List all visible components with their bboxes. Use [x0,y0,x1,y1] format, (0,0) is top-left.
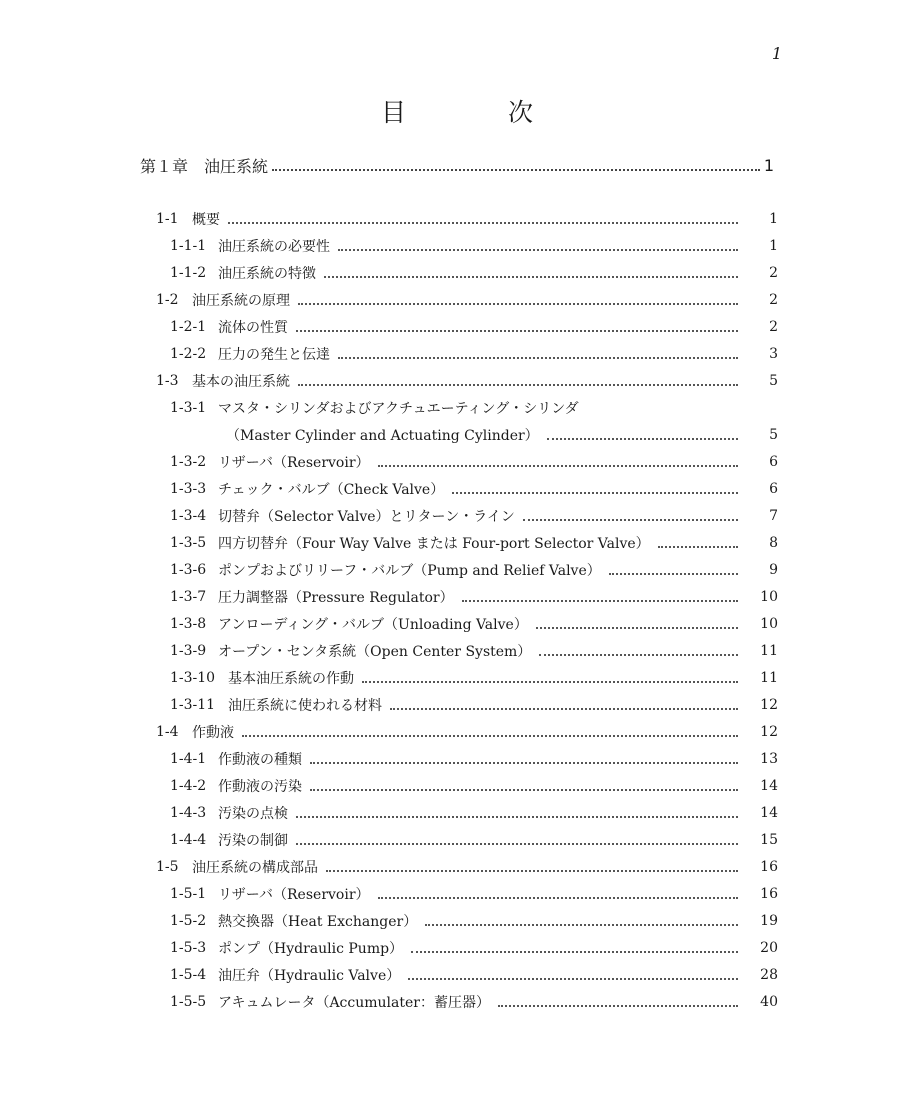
leader-dots [378,465,738,467]
toc-entry[interactable] [170,583,778,610]
toc-entry[interactable] [156,205,778,232]
leader-dots [408,978,738,980]
leader-dots [536,627,738,629]
toc-entry-page: 11 [760,642,778,659]
leader-dots [298,384,738,386]
title-char-1: 目 [381,98,407,127]
leader-dots [310,789,738,791]
toc-entry-number: 1-1 [156,210,179,227]
leader-dots [296,330,738,332]
toc-entry[interactable] [170,772,778,799]
toc-entry-number: 1-1-2 [170,264,207,281]
toc-entry-page: 10 [760,588,778,605]
toc-entry[interactable] [170,745,778,772]
toc-entry-page: 20 [760,939,778,956]
leader-dots [452,492,738,494]
toc-entry-page: 12 [760,696,778,713]
toc-entry-number: 1-3-11 [170,696,216,713]
toc-entry-title: 油圧系統の特徴 [218,265,316,282]
chapter-label: 第１章 油圧系統 [140,156,269,176]
leader-dots [228,222,738,224]
leader-dots [362,681,738,683]
toc-entry[interactable] [156,367,778,394]
toc-entry-number: 1-4-3 [170,804,207,821]
toc-entry-number: 1-4 [156,723,179,740]
toc-entry[interactable] [170,637,778,664]
toc-entry-number: 1-3 [156,372,179,389]
leader-dots [310,762,738,764]
toc-entry-title: 油圧系統の構成部品 [192,859,318,876]
chapter-page: 1 [763,155,774,175]
toc-entry-page: 7 [769,507,778,524]
toc-entry[interactable] [170,664,778,691]
toc-entry-title: 圧力の発生と伝達 [218,346,330,363]
toc-entry[interactable] [170,826,778,853]
leader-dots [298,303,738,305]
leader-dots [547,438,738,440]
toc-entry[interactable] [170,907,778,934]
toc-entry-title: 作動液 [192,724,234,741]
toc-entry-number: 1-3-1 [170,399,207,416]
toc-entry[interactable] [156,286,778,313]
toc-entry-page: 16 [760,885,778,902]
toc-entry-title: 流体の性質 [218,319,288,336]
toc-entry-number: 1-5-4 [170,966,207,983]
toc-entry-title: 基本油圧系統の作動 [228,670,354,687]
toc-entry[interactable] [170,556,778,583]
toc-entry-page: 19 [760,912,778,929]
toc-entry-number: 1-3-2 [170,453,207,470]
toc-entry[interactable] [170,529,778,556]
leader-dots [609,573,738,575]
toc-entry-page: 2 [769,264,778,281]
leader-dots [462,600,738,602]
toc-entry-number: 1-3-7 [170,588,207,605]
toc-entry-page: 14 [760,777,778,794]
toc-entry-number: 1-4-2 [170,777,207,794]
toc-entry-title: マスタ・シリンダおよびアクチュエーティング・シリンダ [218,400,579,417]
leader-dots [390,708,738,710]
toc-entry-number: 1-2 [156,291,179,308]
chapter-entry[interactable] [140,150,774,180]
toc-entry-title: アキュムレータ（Accumulater：蓄圧器） [218,994,490,1011]
leader-dots [338,357,738,359]
toc-entry-title: 作動液の汚染 [218,778,302,795]
leader-dots [296,816,738,818]
toc-entry[interactable] [170,313,778,340]
leader-dots [411,951,738,953]
toc-entry-title: 四方切替弁（Four Way Valve または Four-port Selector Valve） [218,535,650,552]
toc-entry[interactable] [170,232,778,259]
toc-entry-page: 6 [769,480,778,497]
toc-entry-title: 油圧系統の必要性 [218,238,330,255]
leader-dots [242,735,738,737]
toc-entry-page: 2 [769,318,778,335]
leader-dots [296,843,738,845]
toc-entry-title: 切替弁（Selector Valve）とリターン・ライン [218,508,515,525]
toc-entry[interactable] [170,988,778,1015]
toc-entry-title: ポンプおよびリリーフ・バルブ（Pump and Relief Valve） [218,562,601,579]
toc-entry[interactable] [170,394,778,421]
toc-entry-page: 1 [769,210,778,227]
toc-entry-page: 8 [769,534,778,551]
toc-entry-page: 6 [769,453,778,470]
toc-entry-title: （Master Cylinder and Actuating Cylinder） [226,427,539,444]
toc-entry-title: オープン・センタ系統（Open Center System） [218,643,532,660]
toc-entry[interactable] [170,502,778,529]
toc-entry-title: 基本の油圧系統 [192,373,290,390]
toc-entry-title: 熱交換器（Heat Exchanger） [218,913,418,930]
toc-entry-title: 汚染の点検 [218,805,288,822]
toc-entry-title: 汚染の制御 [218,832,288,849]
toc-entry-number: 1-2-1 [170,318,207,335]
toc-entry-number: 1-3-6 [170,561,207,578]
leader-dots [658,546,738,548]
toc-entry[interactable] [170,475,778,502]
toc-entry-page: 40 [760,993,778,1010]
toc-entry-title: 作動液の種類 [218,751,302,768]
toc-entry-page: 3 [769,345,778,362]
leader-dots [338,249,738,251]
leader-dots [326,870,738,872]
toc-entry-page: 9 [769,561,778,578]
toc-entry[interactable] [170,880,778,907]
toc-entry[interactable] [170,340,778,367]
leader-dots [272,169,760,171]
toc-entry-title: 概要 [192,211,220,228]
toc-entry-page: 16 [760,858,778,875]
toc-entry[interactable] [226,421,778,448]
toc-entry[interactable] [156,853,778,880]
toc-entry-number: 1-5 [156,858,179,875]
toc-entry-number: 1-2-2 [170,345,207,362]
toc-entry-number: 1-5-2 [170,912,207,929]
toc-entry-number: 1-3-9 [170,642,207,659]
toc-entry-title: 油圧系統に使われる材料 [228,697,382,714]
toc-entry[interactable] [170,799,778,826]
title-char-2: 次 [508,98,534,127]
leader-dots [523,519,738,521]
leader-dots [425,924,738,926]
toc-entry-number: 1-3-5 [170,534,207,551]
toc-entry-number: 1-3-3 [170,480,207,497]
toc-entry-number: 1-4-4 [170,831,207,848]
toc-entry-number: 1-4-1 [170,750,207,767]
toc-entry[interactable] [156,718,778,745]
toc-entry[interactable] [170,610,778,637]
toc-entry-page: 2 [769,291,778,308]
leader-dots [498,1005,738,1007]
toc-entry[interactable] [170,934,778,961]
leader-dots [324,276,738,278]
page-title [0,93,920,133]
toc-entry-number: 1-5-1 [170,885,207,902]
page-number: 1 [771,44,782,63]
toc-entry-title: 油圧系統の原理 [192,292,290,309]
toc-entry-page: 5 [769,372,778,389]
toc-entry[interactable] [170,961,778,988]
toc-entry-number: 1-5-5 [170,993,207,1010]
toc-entry-title: リザーバ（Reservoir） [218,454,370,471]
toc-entry-number: 1-3-8 [170,615,207,632]
toc-entry-number: 1-3-10 [170,669,216,686]
leader-dots [539,654,738,656]
toc-entry-page: 28 [760,966,778,983]
toc-entry-page: 14 [760,804,778,821]
toc-entry-title: 圧力調整器（Pressure Regulator） [218,589,454,606]
toc-entry-title: 油圧弁（Hydraulic Valve） [218,967,401,984]
toc-entry-page: 10 [760,615,778,632]
toc-entry-page: 13 [760,750,778,767]
toc-entry-title: リザーバ（Reservoir） [218,886,370,903]
toc-entry-page: 1 [769,237,778,254]
toc-entry-title: アンローディング・バルブ（Unloading Valve） [218,616,528,633]
toc-entry[interactable] [170,691,778,718]
toc-entry-number: 1-1-1 [170,237,207,254]
toc-entry-title: ポンプ（Hydraulic Pump） [218,940,404,957]
toc-entry-page: 11 [760,669,778,686]
toc-entry-title: チェック・バルブ（Check Valve） [218,481,445,498]
toc-entry-number: 1-5-3 [170,939,207,956]
toc-entry[interactable] [170,448,778,475]
toc-entry[interactable] [170,259,778,286]
toc-entry-number: 1-3-4 [170,507,207,524]
toc-entry-page: 5 [769,426,778,443]
leader-dots [378,897,738,899]
toc-entry-page: 12 [760,723,778,740]
toc-entry-page: 15 [760,831,778,848]
